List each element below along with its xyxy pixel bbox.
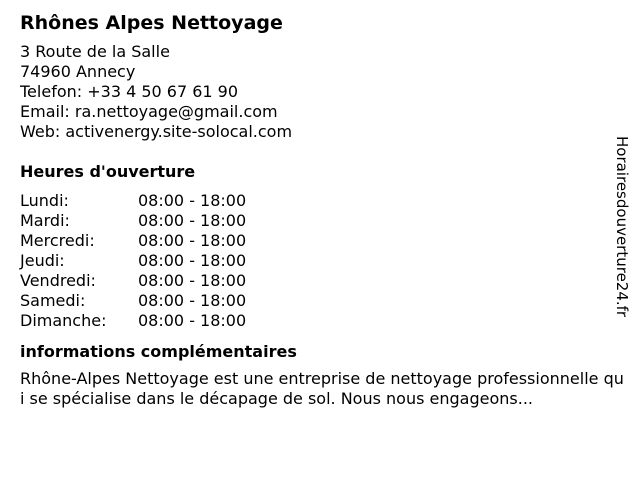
- address-city: 74960 Annecy: [20, 62, 136, 81]
- business-name: Rhônes Alpes Nettoyage: [20, 12, 283, 34]
- phone-line: Telefon: +33 4 50 67 61 90: [20, 82, 239, 101]
- hours-day: Lundi:: [20, 191, 69, 210]
- hours-time: 08:00 - 18:00: [138, 191, 247, 210]
- hours-time: 08:00 - 18:00: [138, 311, 247, 330]
- address-street: 3 Route de la Salle: [20, 42, 170, 61]
- site-watermark: Horairesdouverture24.fr: [613, 136, 631, 318]
- opening-hours-heading: Heures d'ouverture: [20, 162, 196, 181]
- hours-day: Dimanche:: [20, 311, 107, 330]
- hours-time: 08:00 - 18:00: [138, 251, 247, 270]
- opening-hours-table: [20, 191, 624, 331]
- hours-time: 08:00 - 18:00: [138, 271, 247, 290]
- hours-time: 08:00 - 18:00: [138, 231, 247, 250]
- hours-day: Vendredi:: [20, 271, 96, 290]
- hours-row-wednesday: [20, 231, 624, 251]
- web-line: Web: activenergy.site-solocal.com: [20, 122, 293, 141]
- hours-row-friday: [20, 271, 624, 291]
- additional-info-heading: informations complémentaires: [20, 342, 297, 361]
- hours-day: Jeudi:: [20, 251, 65, 270]
- hours-row-monday: [20, 191, 624, 211]
- business-card: [20, 10, 624, 409]
- hours-day: Mercredi:: [20, 231, 95, 250]
- hours-day: Samedi:: [20, 291, 86, 310]
- business-description: Rhône-Alpes Nettoyage est une entreprise de nettoyage professionnelle qui se spécialise dans le décapage de sol. Nous nous engageons...: [20, 369, 624, 408]
- hours-row-saturday: [20, 291, 624, 311]
- hours-row-tuesday: [20, 211, 624, 231]
- hours-day: Mardi:: [20, 211, 70, 230]
- hours-time: 08:00 - 18:00: [138, 211, 247, 230]
- hours-time: 08:00 - 18:00: [138, 291, 247, 310]
- email-line: Email: ra.nettoyage@gmail.com: [20, 102, 278, 121]
- hours-row-thursday: [20, 251, 624, 271]
- hours-row-sunday: [20, 311, 624, 331]
